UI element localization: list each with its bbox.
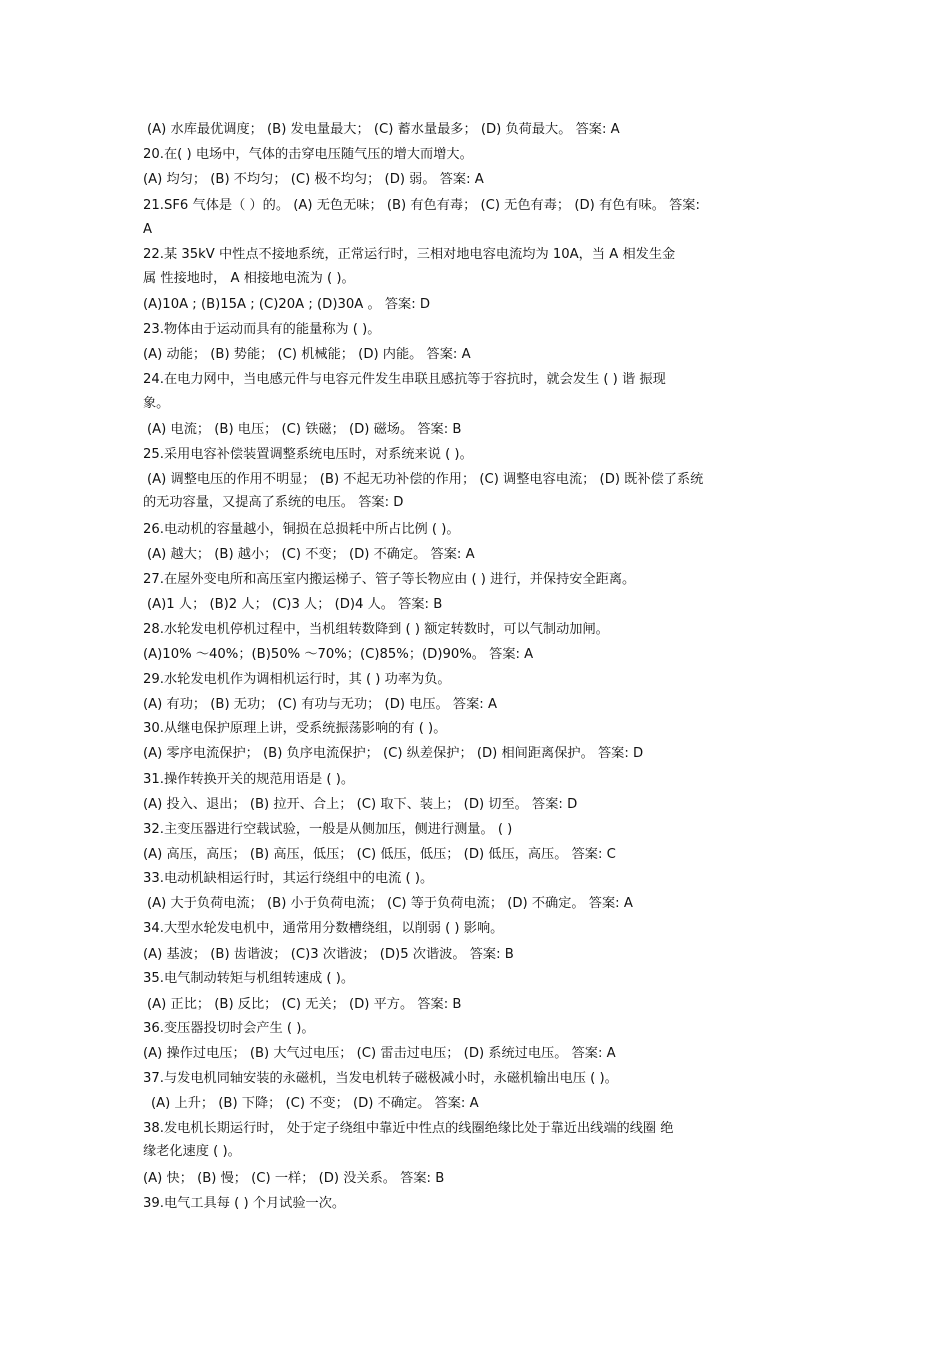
options-34: (A) 基波； (B) 齿谐波； (C)3 次谐波； (D)5 次谐波。 答案: B (143, 947, 514, 962)
options-30: (A) 零序电流保护； (B) 负序电流保护； (C) 纵差保护； (D) 相间距离保护。 答案: D (143, 746, 644, 761)
question-24: 24.在电力网中，当电感元件与电容元件发生串联且感抗等于容抗时，就会发生 ( ) 谐 振现 (143, 372, 666, 387)
options-38: (A) 快； (B) 慢； (C) 一样； (D) 没关系。 答案: B (143, 1171, 445, 1186)
question-20: 20.在( ) 电场中，气体的击穿电压随气压的增大而增大。 (143, 147, 473, 162)
question-30: 30.从继电保护原理上讲，受系统振荡影响的有 ( )。 (143, 721, 447, 736)
question-22: 22.某 35kV 中性点不接地系统，正常运行时，三相对地电容电流均为 10A，当 A 相发生金 (143, 247, 676, 262)
question-36: 36.变压器投切时会产生 ( )。 (143, 1021, 315, 1036)
question-38-cont: 缘老化速度 ( )。 (143, 1144, 241, 1159)
options-22: (A)10A ; (B)15A ; (C)20A ; (D)30A 。 答案: D (143, 297, 431, 312)
options-24: (A) 电流； (B) 电压； (C) 铁磁； (D) 磁场。 答案: B (147, 422, 462, 437)
options-31: (A) 投入、退出； (B) 拉开、合上； (C) 取下、装上； (D) 切至。 答案: D (143, 797, 578, 812)
question-35: 35.电气制动转矩与机组转速成 ( )。 (143, 971, 355, 986)
question-21: 21.SF6 气体是（ ）的。 (A) 无色无味； (B) 有色有毒； (C) 无色有毒； (D) 有色有味。 答案: (143, 198, 700, 213)
options-20: (A) 均匀； (B) 不均匀； (C) 极不均匀； (D) 弱。 答案: A (143, 172, 484, 187)
question-34: 34.大型水轮发电机中，通常用分数槽绕组，以削弱 ( ) 影响。 (143, 921, 504, 936)
options-33: (A) 大于负荷电流； (B) 小于负荷电流； (C) 等于负荷电流； (D) 不确定。 答案: A (147, 896, 633, 911)
options-25: (A) 调整电压的作用不明显； (B) 不起无功补偿的作用； (C) 调整电容电流； (D) 既补偿了系统 (147, 472, 704, 487)
answer-21: A (143, 222, 153, 237)
options-37: (A) 上升； (B) 下降； (C) 不变； (D) 不确定。 答案: A (151, 1096, 479, 1111)
question-37: 37.与发电机同轴安装的永磁机，当发电机转子磁极减小时，永磁机输出电压 ( )。 (143, 1071, 618, 1086)
question-23: 23.物体由于运动而具有的能量称为 ( )。 (143, 322, 381, 337)
question-31: 31.操作转换开关的规范用语是 ( )。 (143, 772, 355, 787)
question-26: 26.电动机的容量越小，铜损在总损耗中所占比例 ( )。 (143, 522, 460, 537)
question-33: 33.电动机缺相运行时，其运行绕组中的电流 ( )。 (143, 871, 434, 886)
question-27: 27.在屋外变电所和高压室内搬运梯子、管子等长物应由 ( ) 进行，并保持安全距离。 (143, 572, 636, 587)
question-32: 32.主变压器进行空载试验，一般是从侧加压，侧进行测量。 ( ) (143, 822, 513, 837)
question-25: 25.采用电容补偿装置调整系统电压时，对系统来说 ( )。 (143, 447, 473, 462)
question-22-cont: 属 性接地时， A 相接地电流为 ( )。 (143, 271, 355, 286)
question-24-cont: 象。 (143, 396, 170, 411)
question-29: 29.水轮发电机作为调相机运行时，其 ( ) 功率为负。 (143, 672, 451, 687)
text-line: (A) 水库最优调度； (B) 发电量最大； (C) 蓄水量最多； (D) 负荷最大。 答案: A (147, 122, 620, 137)
options-36: (A) 操作过电压； (B) 大气过电压； (C) 雷击过电压； (D) 系统过电压。 答案: A (143, 1046, 616, 1061)
options-29: (A) 有功； (B) 无功； (C) 有功与无功； (D) 电压。 答案: A (143, 697, 497, 712)
options-27: (A)1 人； (B)2 人； (C)3 人； (D)4 人。 答案: B (147, 597, 443, 612)
question-28: 28.水轮发电机停机过程中，当机组转数降到 ( ) 额定转数时，可以气制动加闸。 (143, 622, 609, 637)
options-23: (A) 动能； (B) 势能； (C) 机械能； (D) 内能。 答案: A (143, 347, 471, 362)
options-26: (A) 越大； (B) 越小； (C) 不变； (D) 不确定。 答案: A (147, 547, 475, 562)
options-35: (A) 正比； (B) 反比； (C) 无关； (D) 平方。 答案: B (147, 997, 462, 1012)
options-25-cont: 的无功容量，又提高了系统的电压。 答案: D (143, 495, 404, 510)
options-32: (A) 高压，高压； (B) 高压，低压； (C) 低压，低压； (D) 低压，高压。 答案: C (143, 847, 616, 862)
question-38: 38.发电机长期运行时， 处于定子绕组中靠近中性点的线圈绝缘比处于靠近出线端的线圈 绝 (143, 1121, 674, 1136)
question-39: 39.电气工具每 ( ) 个月试验一次。 (143, 1196, 346, 1211)
options-28: (A)10% ～40%；(B)50% ～70%；(C)85%；(D)90%。 答案: A (143, 647, 534, 662)
